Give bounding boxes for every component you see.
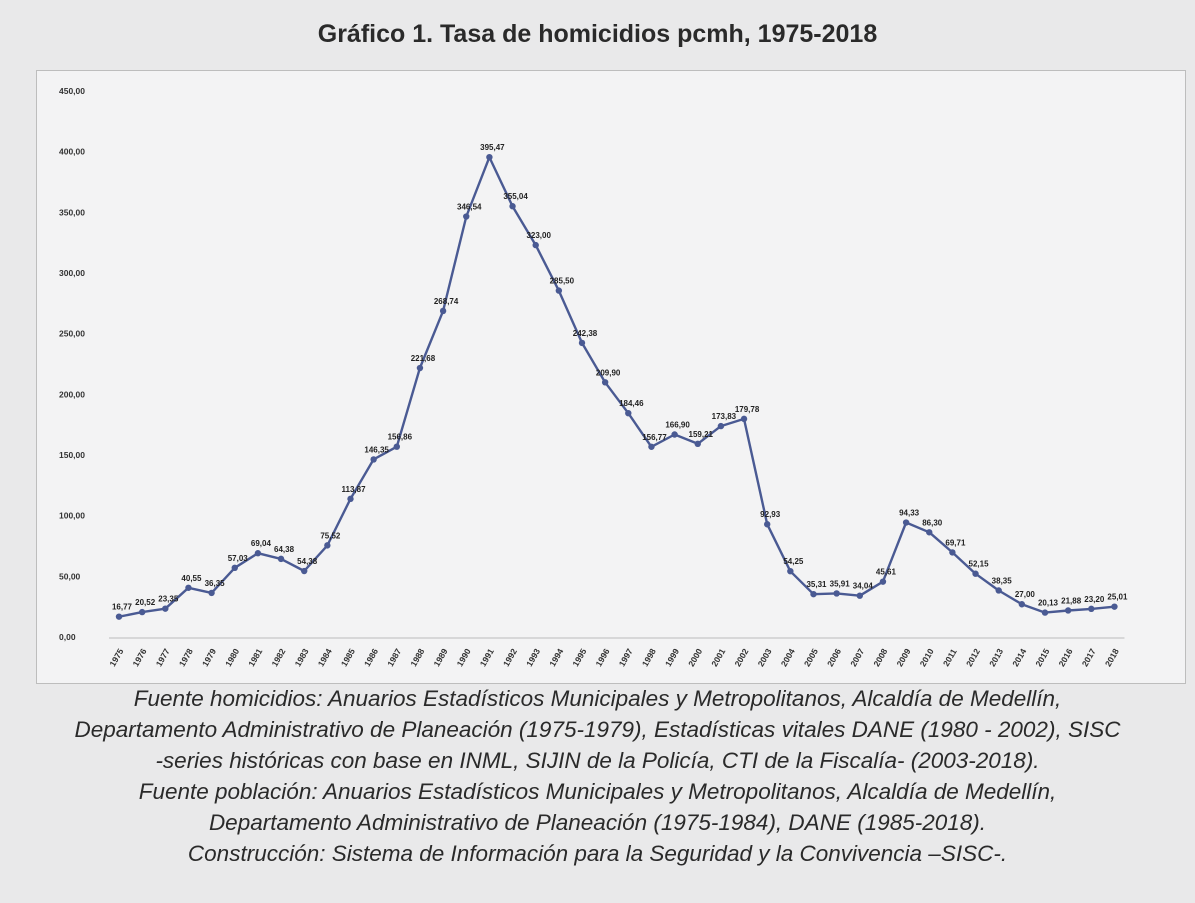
x-tick-label: 1989 xyxy=(431,646,450,669)
x-tick-label: 1986 xyxy=(361,646,381,669)
x-tick-label: 2018 xyxy=(1102,646,1121,669)
data-point xyxy=(857,592,863,598)
data-point xyxy=(648,444,654,450)
footer-source-homicides: Fuente homicidios: Anuarios Estadísticos Municipales y Metropolitanos, Alcaldía de Medellín, xyxy=(133,686,1062,711)
x-tick-label: 1994 xyxy=(547,646,566,669)
x-tick-label: 2006 xyxy=(824,646,844,669)
line-chart xyxy=(37,71,1185,683)
x-tick-label: 1988 xyxy=(408,646,427,669)
x-tick-label: 2011 xyxy=(940,647,959,668)
data-label: 209,90 xyxy=(595,368,621,378)
data-label: 69,71 xyxy=(945,538,966,548)
x-tick-label: 1987 xyxy=(385,646,404,669)
data-label: 38,35 xyxy=(991,576,1012,586)
data-point xyxy=(139,609,145,615)
y-tick-label: 250,00 xyxy=(59,328,85,339)
data-label: 35,31 xyxy=(806,580,827,590)
x-tick-label: 2002 xyxy=(732,646,751,669)
data-label: 54,25 xyxy=(783,557,804,567)
x-tick-label: 2008 xyxy=(871,646,890,669)
data-point xyxy=(394,443,400,449)
data-label: 40,55 xyxy=(181,573,202,583)
data-point xyxy=(301,568,307,574)
data-label: 75,52 xyxy=(320,531,341,541)
data-label: 94,33 xyxy=(899,508,920,518)
data-point xyxy=(1019,601,1025,607)
x-tick-label: 2007 xyxy=(848,646,867,669)
x-tick-label: 1980 xyxy=(223,646,242,669)
data-label: 34,04 xyxy=(852,581,873,591)
data-point xyxy=(278,556,284,562)
x-tick-label: 1992 xyxy=(500,646,520,669)
x-tick-label: 1995 xyxy=(570,646,589,669)
data-point xyxy=(695,441,701,447)
data-label: 242,38 xyxy=(572,328,598,338)
data-label: 45,61 xyxy=(875,567,896,577)
data-label: 159,21 xyxy=(688,429,713,439)
x-tick-label: 2016 xyxy=(1056,646,1075,669)
data-label: 221,68 xyxy=(410,354,436,364)
data-label: 57,03 xyxy=(227,553,248,563)
x-tick-label: 2001 xyxy=(709,646,728,669)
x-tick-label: 1991 xyxy=(477,646,496,669)
x-tick-label: 1990 xyxy=(454,646,473,669)
data-label: 36,35 xyxy=(204,578,225,588)
data-point xyxy=(903,519,909,525)
data-label: 20,52 xyxy=(135,598,156,608)
data-label: 268,74 xyxy=(433,296,459,306)
data-point xyxy=(370,456,376,462)
footer-source-population: Fuente población: Anuarios Estadísticos Municipales y Metropolitanos, Alcaldía de Medellín, xyxy=(138,779,1057,804)
data-label: 323,00 xyxy=(526,231,551,241)
x-tick-label: 2010 xyxy=(917,646,936,669)
x-tick-label: 2003 xyxy=(755,646,774,669)
data-point xyxy=(764,521,770,527)
x-tick-label: 1996 xyxy=(593,646,612,669)
data-point xyxy=(625,410,631,416)
chart-footer xyxy=(0,683,1195,869)
x-tick-label: 2015 xyxy=(1033,646,1052,669)
data-point xyxy=(880,578,886,584)
data-label: 92,93 xyxy=(760,510,781,520)
data-label: 16,77 xyxy=(111,602,133,612)
data-label: 113,87 xyxy=(341,484,366,494)
data-point xyxy=(324,542,330,548)
x-tick-label: 1998 xyxy=(639,646,658,669)
data-point xyxy=(185,585,191,591)
y-tick-label: 400,00 xyxy=(59,146,85,157)
x-tick-label: 1999 xyxy=(662,646,682,669)
data-label: 346,54 xyxy=(457,202,482,212)
x-tick-label: 1975 xyxy=(107,646,126,669)
y-tick-label: 450,00 xyxy=(59,86,85,96)
data-label: 21,88 xyxy=(1061,596,1082,606)
x-tick-label: 2000 xyxy=(686,646,705,669)
y-tick-label: 150,00 xyxy=(59,450,85,460)
x-tick-label: 2009 xyxy=(894,646,913,669)
data-label: 395,47 xyxy=(480,143,505,153)
footer-source-homicides-series: -series históricas con base en INML, SIJIN de la Policía, CTI de la Fiscalía- (2003-2018). xyxy=(155,748,1040,773)
y-tick-label: 350,00 xyxy=(59,207,85,218)
data-point xyxy=(533,242,539,248)
data-point xyxy=(255,550,261,556)
x-tick-label: 1997 xyxy=(616,646,635,669)
footer-construction: Construcción: Sistema de Información para la Seguridad y la Convivencia –SISC-. xyxy=(187,841,1008,866)
data-point xyxy=(671,431,677,437)
x-tick-label: 1983 xyxy=(292,646,311,669)
data-point xyxy=(810,591,816,597)
data-point xyxy=(1111,603,1117,609)
x-tick-label: 1979 xyxy=(199,646,219,669)
x-tick-label: 1981 xyxy=(246,646,265,669)
x-tick-label: 1977 xyxy=(153,646,172,669)
data-label: 25,01 xyxy=(1107,592,1128,602)
data-point xyxy=(162,605,168,611)
data-point xyxy=(116,613,122,619)
x-tick-label: 1976 xyxy=(130,646,149,669)
x-tick-label: 2014 xyxy=(1010,646,1029,669)
x-tick-label: 1985 xyxy=(338,646,357,669)
data-point xyxy=(972,571,978,577)
data-label: 285,50 xyxy=(549,276,575,286)
x-tick-label: 2013 xyxy=(987,646,1006,669)
y-tick-label: 100,00 xyxy=(59,510,85,521)
data-label: 54,38 xyxy=(297,557,318,567)
data-point xyxy=(833,590,839,596)
data-label: 173,83 xyxy=(711,412,737,422)
data-point xyxy=(949,549,955,555)
x-tick-label: 1982 xyxy=(269,646,288,669)
data-label: 184,46 xyxy=(619,399,644,409)
x-tick-label: 1984 xyxy=(315,646,334,669)
y-tick-label: 200,00 xyxy=(59,389,85,400)
data-point xyxy=(996,587,1002,593)
x-tick-label: 1993 xyxy=(524,646,543,669)
data-point xyxy=(787,568,793,574)
chart-area xyxy=(36,70,1186,684)
data-label: 166,90 xyxy=(665,420,690,430)
footer-source-homicides-cont: Departamento Administrativo de Planeación (1975-1979), Estadísticas vitales DANE (1980 - 2002), SISC xyxy=(74,717,1121,742)
data-point xyxy=(440,308,446,314)
y-tick-label: 300,00 xyxy=(59,268,85,278)
data-label: 355,04 xyxy=(503,192,528,202)
data-label: 156,86 xyxy=(387,432,413,442)
data-label: 35,91 xyxy=(829,579,850,589)
data-point xyxy=(602,379,608,385)
data-label: 69,04 xyxy=(250,539,271,549)
data-label: 146,35 xyxy=(364,445,389,455)
data-point xyxy=(718,423,724,429)
x-tick-label: 2005 xyxy=(801,646,820,669)
x-tick-label: 2012 xyxy=(963,646,983,669)
data-label: 20,13 xyxy=(1037,598,1059,608)
data-label: 156,77 xyxy=(642,432,667,442)
data-point xyxy=(232,565,238,571)
data-point xyxy=(509,203,515,209)
data-point xyxy=(1088,606,1094,612)
data-point xyxy=(741,416,747,422)
y-tick-label: 50,00 xyxy=(59,571,81,582)
data-point xyxy=(208,590,214,596)
data-point xyxy=(1042,609,1048,615)
data-label: 86,30 xyxy=(922,518,943,528)
footer-source-population-cont: Departamento Administrativo de Planeación (1975-1984), DANE (1985-2018). xyxy=(208,810,987,835)
chart-title: Gráfico 1. Tasa de homicidios pcmh, 1975-2018 xyxy=(317,20,878,48)
data-point xyxy=(347,496,353,502)
data-label: 23,20 xyxy=(1084,594,1105,604)
data-label: 179,78 xyxy=(734,404,760,414)
data-point xyxy=(463,213,469,219)
data-point xyxy=(1065,607,1071,613)
x-tick-label: 1978 xyxy=(176,646,195,669)
data-label: 27,00 xyxy=(1014,590,1035,600)
data-label: 23,35 xyxy=(158,594,179,604)
data-label: 64,38 xyxy=(274,544,295,554)
data-point xyxy=(926,529,932,535)
y-tick-label: 0,00 xyxy=(59,632,76,642)
data-label: 52,15 xyxy=(968,559,989,569)
data-point xyxy=(486,154,492,160)
x-tick-label: 2017 xyxy=(1079,646,1098,669)
data-point xyxy=(579,340,585,346)
x-tick-label: 2004 xyxy=(778,646,797,669)
data-point xyxy=(556,287,562,293)
data-point xyxy=(417,365,423,371)
